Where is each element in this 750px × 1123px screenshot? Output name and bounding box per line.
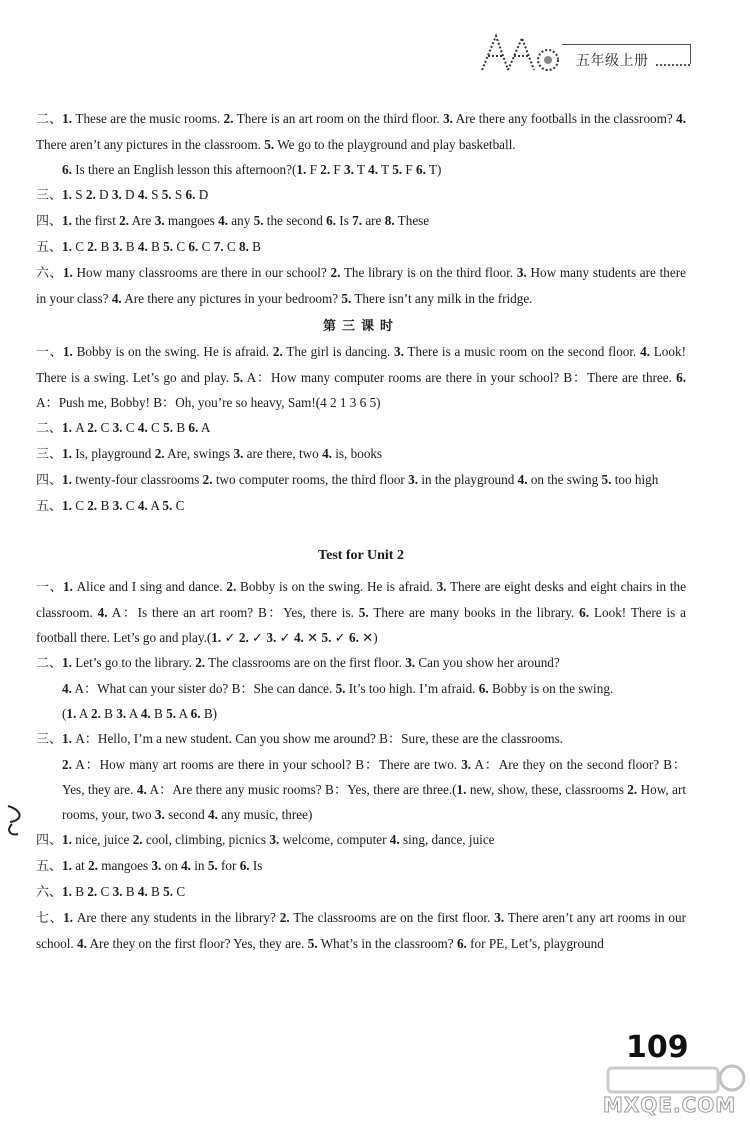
header-rule-tick xyxy=(690,44,691,64)
book-logo-icon xyxy=(478,30,562,78)
answer-block-yi: 一、1. Bobby is on the swing. He is afraid. 2. The girl is dancing. 3. There is a music room on the second floor. 4. Look! There is a swing. Let’s go and play. 5. A：How many computer rooms are there in your school? B：There are three. 6. A：Push me, Bobby! B：Oh, you’re so heavy, Sam!(4 2 1 3 6 5) xyxy=(36,344,686,410)
section-title-lesson3: 第三课时 xyxy=(322,319,399,334)
answer-block-er: 二、1. Let’s go to the library. 2. The classrooms are on the first floor. 3. Can you show her around? xyxy=(36,655,560,671)
header-rule xyxy=(562,44,690,45)
answer-block-yi: 一、1. Alice and I sing and dance. 2. Bobby is on the swing. He is afraid. 3. There are eight desks and eight chairs in the classroom. 4. A：Is there an art room? B：Yes, there is. 5. There are many books in the library. 6. Look! There is a football there. Let’s go and play.(1. ✓ 2. ✓ 3. ✓ 4. ✕ 5. ✓ 6. ✕) xyxy=(36,579,687,645)
answer-block-wu: 五、1. C 2. B 3. C 4. A 5. C xyxy=(36,498,185,514)
answer-block-san: 三、1. A：Hello, I’m a new student. Can you show me around? B：Sure, these are the classrooms. xyxy=(36,731,564,747)
answer-line: 6. Is there an English lesson this afternoon?(1. F 2. F 3. T 4. T 5. F 6. T) xyxy=(62,162,442,177)
page-number: 109 xyxy=(626,1030,689,1065)
answer-block-si: 四、1. the first 2. Are 3. mangoes 4. any 5. the second 6. Is 7. are 8. These xyxy=(36,213,430,229)
answer-block-er: 二、1. A 2. C 3. C 4. C 5. B 6. A xyxy=(36,420,211,436)
section-title-test-unit2: Test for Unit 2 xyxy=(318,548,404,563)
answer-block-er: 二、1. These are the music rooms. 2. There is an art room on the third floor. 3. Are there any footballs in the classroom? 4. There aren’t any pictures in the classroom. 5. We go to the playground and play basketball. xyxy=(36,111,687,152)
answer-line: (1. A 2. B 3. A 4. B 5. A 6. B) xyxy=(62,706,218,721)
answer-block-liu: 六、1. How many classrooms are there in our school? 2. The library is on the third floor. 3. How many students are there in your class? 4. Are there any pictures in your bedroom? 5. There isn’t any milk in the fridge. xyxy=(36,265,686,306)
answer-line: 4. A：What can your sister do? B：She can dance. 5. It’s too high. I’m afraid. 6. Bobby is on the swing. xyxy=(62,681,614,696)
answer-block-san: 三、1. S 2. D 3. D 4. S 5. S 6. D xyxy=(36,187,209,203)
answer-block-wu: 五、1. at 2. mangoes 3. on 4. in 5. for 6. Is xyxy=(36,858,263,874)
watermark-text: MXQE.COM xyxy=(603,1093,737,1117)
answer-block-liu: 六、1. B 2. C 3. B 4. B 5. C xyxy=(36,884,186,900)
answer-block-wu: 五、1. C 2. B 3. B 4. B 5. C 6. C 7. C 8. B xyxy=(36,239,261,255)
answer-block-si: 四、1. twenty-four classrooms 2. two computer rooms, the third floor 3. in the playground 4. on the swing 5. too high xyxy=(36,472,659,488)
answer-block-si: 四、1. nice, juice 2. cool, climbing, picnics 3. welcome, computer 4. sing, dance, juice xyxy=(36,832,495,848)
margin-doodle-icon xyxy=(2,800,32,840)
answer-content xyxy=(36,106,686,956)
header-grade: 五年级上册 xyxy=(576,53,649,69)
answer-block-qi: 七、1. Are there any students in the library? 2. The classrooms are on the first floor. 3. There aren’t any art rooms in our school. 4. Are they on the first floor? Yes, they are. 5. What’s in the classroom? 6. for PE, Let’s, playground xyxy=(36,910,686,951)
answer-line: 2. A：How many art rooms are there in your school? B：There are two. 3. A：Are they on the second floor? B：Yes, they are. 4. A：Are there any music rooms? B：Yes, there are three.(1. new, show, these, classrooms 2. How, art rooms, your, two 3. second 4. any music, three) xyxy=(62,757,686,822)
header-dotted-line xyxy=(656,64,690,66)
answer-block-san: 三、1. Is, playground 2. Are, swings 3. are there, two 4. is, books xyxy=(36,446,383,462)
